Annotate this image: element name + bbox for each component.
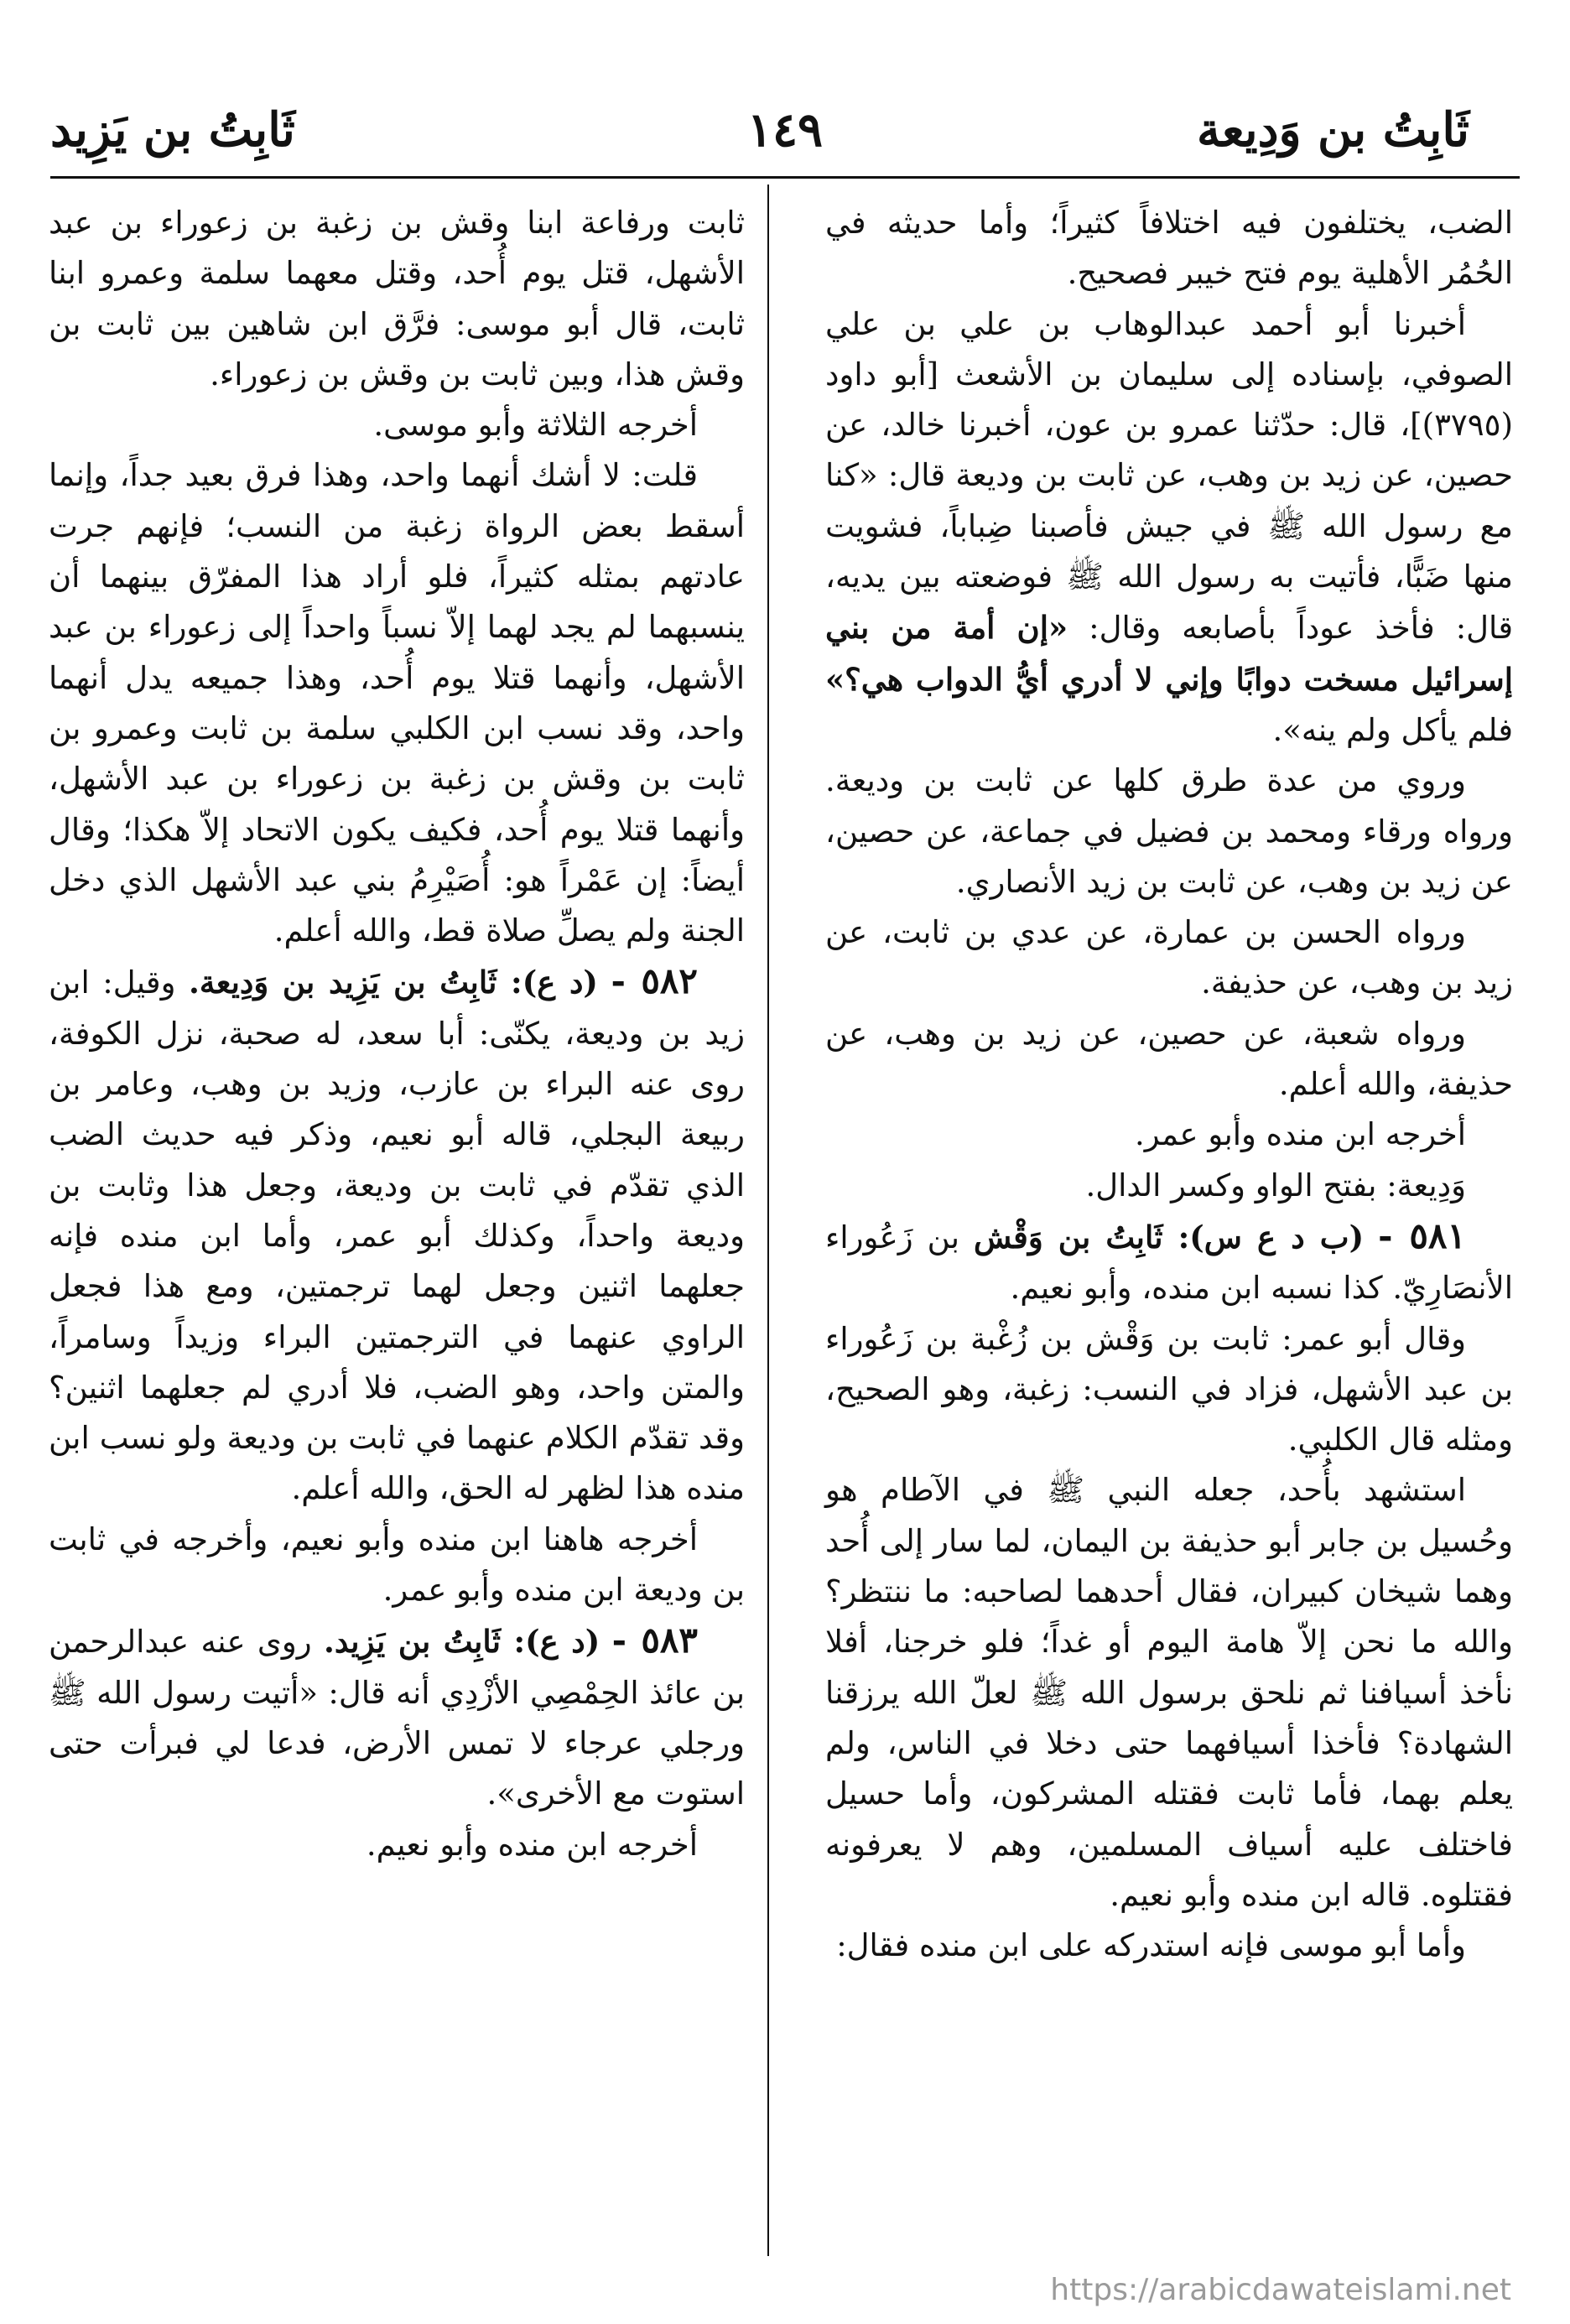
paragraph [825,1110,1513,1160]
paragraph [825,1465,1513,1921]
entry-heading: (ب د ع س): ثَابِتُ بن وَقْش [974,1218,1365,1256]
left-column [49,198,745,1870]
page-number: ١٤٩ [746,102,824,158]
entry-number: ٥٨٣ - [611,1620,698,1661]
paragraph [49,956,745,1514]
paragraph [825,1009,1513,1110]
paragraph [825,198,1513,299]
paragraph [825,1921,1513,1971]
paragraph [49,1615,745,1819]
paragraph [49,1820,745,1870]
paragraph [49,1515,745,1616]
paragraph [825,1314,1513,1466]
paragraph [825,1211,1513,1314]
entry-heading: (د ع): ثَابِتُ بن يَزِيد. [324,1623,600,1661]
watermark-url[interactable]: https://arabicdawateislami.net [1050,2273,1511,2307]
paragraph [825,907,1513,1009]
paragraph [49,400,745,450]
paragraph-text: وقال أبو عمر: ثابت بن وَقْش بن زُغْبة بن زَعُوراء بن عبد الأشهل، فزاد في النسب: زغبة، وهو الصحيح، ومثله قال الكلبي. [825,1320,1513,1458]
entry-number: ٥٨٢ - [611,960,698,1002]
paragraph-text: أخبرنا أبو أحمد عبدالوهاب بن علي بن علي الصوفي، بإسناده إلى سليمان بن الأشعث [أبو داود (٣٧٩٥)]، قال: حدّثنا عمرو بن عون، أخبرنا خالد، عن حصين، عن زيد بن وهب، عن ثابت بن وديعة قال: «كنا مع رسول الله ﷺ في جيش فأصبنا ضِباباً، فشويت منها ضَبًّا، فأتيت به رسول الله ﷺ فوضعته بين يديه، قال: فأخذ عوداً بأصابعه وقال: [825,305,1514,647]
paragraph-text: استشهد بأُحد، جعله النبي ﷺ في الآطام هو وحُسيل بن جابر أبو حذيفة بن اليمان، لما سار إلى أُحد وهما شيخان كبيران، فقال أحدهما لصاحبه: ما ننتظر؟ والله ما نحن إلاّ هامة اليوم أو غداً؛ فلو خرجنا، أفلا نأخذ أسيافنا ثم نلحق برسول الله ﷺ لعلّ الله يرزقنا الشهادة؟ فأخذا أسيافهما حتى دخلا في الناس، ولم يعلم بهما، فأما ثابت فقتله المشركون، وأما حسيل فاختلف عليه أسياف المسلمين، وهم لا يعرفونه فقتلوه. قاله ابن منده وأبو نعيم. [825,1472,1513,1913]
paragraph-text: وَدِيعة: بفتح الواو وكسر الدال. [1085,1167,1466,1204]
paragraph [825,299,1513,756]
paragraph [49,198,745,400]
paragraph-text: وأما أبو موسى فإنه استدركه على ابن منده فقال: [836,1927,1466,1964]
running-header-left: ثَابِتُ بن يَزِيد [50,102,295,158]
paragraph-text: وقيل: ابن زيد بن وديعة، يكنّى: أبا سعد، له صحبة، نزل الكوفة، روى عنه البراء بن عازب، وزيد بن وهب، وعامر بن ربيعة البجلي، قاله أبو نعيم، وذكر فيه حديث الضب الذي تقدّم في ثابت بن وديعة، وجعل هذا وثابت بن وديعة واحداً، وكذلك أبو عمر، وأما ابن منده فإنه جعلهما اثنين وجعل لهما ترجمتين، ومع هذا فجعل الراوي عنهما في الترجمتين البراء وزيداً وسامراً، والمتن واحد، وهو الضب، فلا أدري لم جعلهما اثنين؟ وقد تقدّم الكلام عنهما في ثابت بن وديعة ولو نسب ابن منده هذا لظهر له الحق، والله أعلم. [49,964,745,1507]
hadith-quote: «إن أمة من بني إسرائيل مسخت دوابًا وإني لا أدري أيُّ الدواب هي؟» [825,609,1513,698]
entry-heading: (د ع): ثَابِتُ بن يَزِيد بن وَدِيعة. [189,964,598,1001]
paragraph-text: أخرجه الثلاثة وأبو موسى. [373,407,698,444]
paragraph-text: ثابت ورفاعة ابنا وقش بن زغبة بن زعوراء بن عبد الأشهل، قتل يوم أُحد، وقتل معهما سلمة وعمرو ابنا ثابت، قال أبو موسى: فرَّق ابن شاهين بين ثابت بن وقش هذا، وبين ثابت بن وقش بن زعوراء. [49,205,745,393]
paragraph-text: أخرجه ابن منده وأبو عمر. [1134,1116,1466,1153]
column-divider [767,185,769,2256]
entry-number: ٥٨١ - [1378,1214,1467,1256]
paragraph-text: بن زَعُوراء الأنصَارِيّ. كذا نسبه ابن منده، وأبو نعيم. [825,1219,1513,1307]
paragraph-text: الضب، يختلفون فيه اختلافاً كثيراً؛ وأما حديثه في الحُمُر الأهلية يوم فتح خيبر فصحيح. [825,205,1513,292]
paragraph-text: ورواه الحسن بن عمارة، عن عدي بن ثابت، عن زيد بن وهب، عن حذيفة. [825,914,1513,1001]
paragraph-text: فلم يأكل ولم ينه». [1272,711,1513,748]
right-column [825,198,1513,1971]
paragraph-text: أخرجه ابن منده وأبو نعيم. [366,1826,698,1863]
paragraph [825,756,1513,907]
header-rule [50,176,1520,179]
paragraph-text: ورواه شعبة، عن حصين، عن زيد بن وهب، عن حذيفة، والله أعلم. [825,1015,1513,1103]
running-header-right: ثَابِتُ بن وَدِيعة [1196,102,1469,158]
paragraph-text: قلت: لا أشك أنهما واحد، وهذا فرق بعيد جداً، وإنما أسقط بعض الرواة زغبة من النسب؛ فإنهم جرت عادتهم بمثله كثيراً، فلو أراد هذا المفرّق بينهما أن ينسبهما لم يجد لهما إلاّ نسباً واحداً إلى زعوراء بن عبد الأشهل، وأنهما قتلا يوم أُحد، وهذا جميعه يدل أنهما واحد، وقد نسب ابن الكلبي سلمة بن ثابت وعمرو بن ثابت بن وقش بن زغبة بن زعوراء بن عبد الأشهل، وأنهما قتلا يوم أُحد، فكيف يكون الاتحاد إلاّ هكذا؛ وقال أيضاً: إن عَمْراً هو: أُصَيْرِمُ بني عبد الأشهل الذي دخل الجنة ولم يصلِّ صلاة قط، والله أعلم. [49,457,746,949]
paragraph-text: وروي من عدة طرق كلها عن ثابت بن وديعة. ورواه ورقاء ومحمد بن فضيل في جماعة، عن حصين، عن زيد بن وهب، عن ثابت بن زيد الأنصاري. [825,762,1513,900]
paragraph-text: أخرجه هاهنا ابن منده وأبو نعيم، وأخرجه في ثابت بن وديعة ابن منده وأبو عمر. [49,1521,745,1609]
paragraph-text: روى عنه عبدالرحمن بن عائذ الحِمْصِي الأزْدِي أنه قال: «أتيت رسول الله ﷺ ورجلي عرجاء لا تمس الأرض، فدعا لي فبرأت حتى استوت مع الأخرى». [49,1624,745,1812]
paragraph [825,1161,1513,1211]
paragraph [49,450,745,956]
